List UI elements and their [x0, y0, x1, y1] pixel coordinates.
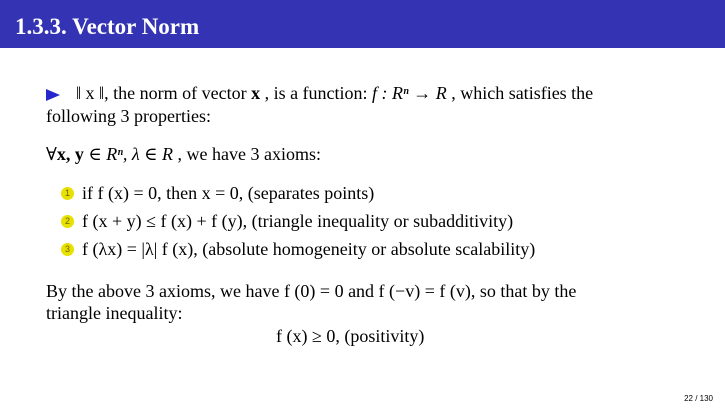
definition-line-1 — [76, 82, 593, 104]
function-map: f : Rⁿ → R — [372, 83, 447, 103]
axiom-3: f (λx) = |λ| f (x), (absolute homogeneity or absolute scalability) — [82, 239, 536, 259]
slide-title: 1.3.3. Vector Norm — [15, 14, 200, 39]
definition-part1: ‖ x ‖, the norm of vector — [76, 83, 252, 103]
positivity-equation: f (x) ≥ 0, (positivity) — [276, 326, 425, 346]
enum-circle-1: 1 — [61, 187, 74, 200]
bullet-triangle-icon — [46, 89, 60, 101]
forall-symbol: ∀ — [46, 144, 57, 164]
definition-part3: , which satisfies the — [446, 83, 594, 103]
definition-part2: , is a function: — [260, 83, 373, 103]
conclusion-line-1: By the above 3 axioms, we have f (0) = 0 and f (−v) = f (v), so that by the — [46, 281, 577, 301]
forall-vars: x, y — [56, 144, 84, 164]
axiom-2: f (x + y) ≤ f (x) + f (y), (triangle inequality or subadditivity) — [82, 211, 514, 231]
conclusion-line-2: triangle inequality: — [46, 303, 183, 323]
forall-line — [46, 143, 321, 165]
axiom-1: if f (x) = 0, then x = 0, (separates points) — [82, 183, 375, 203]
forall-math: ∈ Rⁿ, λ ∈ R — [83, 144, 173, 164]
definition-line-2: following 3 properties: — [46, 106, 211, 126]
vector-x: x — [251, 83, 261, 103]
title-bar — [0, 0, 725, 48]
enum-circle-3: 3 — [61, 243, 74, 256]
forall-text: , we have 3 axioms: — [172, 144, 321, 164]
enum-circle-2: 2 — [61, 215, 74, 228]
page-number: 22 / 130 — [684, 394, 713, 403]
